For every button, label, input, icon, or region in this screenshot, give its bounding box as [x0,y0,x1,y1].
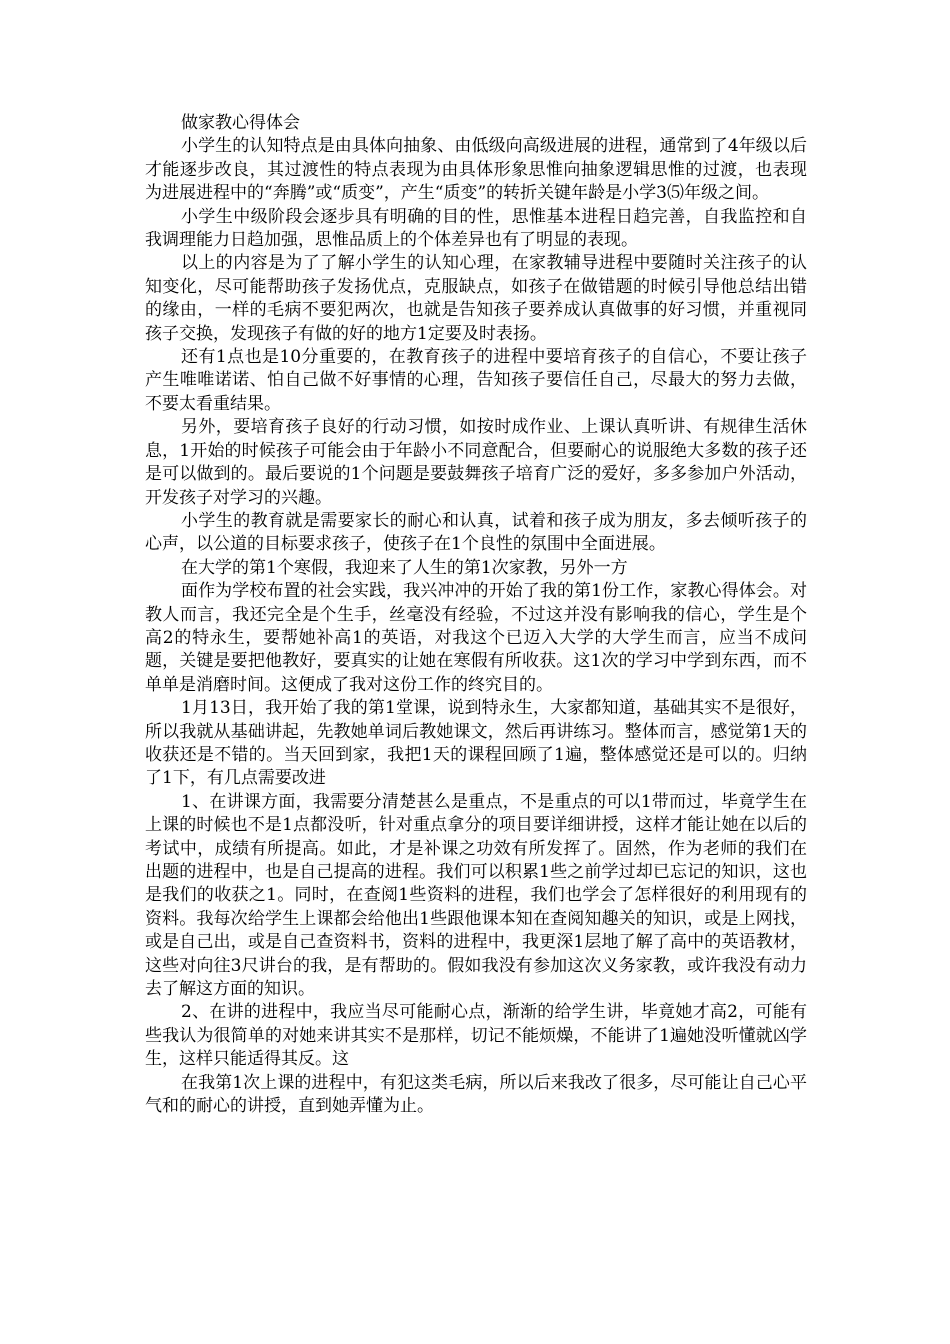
paragraph-patience: 小学生的教育就是需要家长的耐心和认真，试着和孩子成为朋友，多去倾听孩子的心声，以公道的目标要求孩子，使孩子在1个良性的氛围中全面进展。 [145,510,807,555]
paragraph-improvement: 在我第1次上课的进程中，有犯这类毛病，所以后来我改了很多，尽可能让自己心平气和的耐心的讲授，直到她弄懂为止。 [145,1072,807,1117]
paragraph-point-two: 2、在讲的进程中，我应当尽可能耐心点，渐渐的给学生讲，毕竟她才高2，可能有些我认为很简单的对她来讲其实不是那样，切记不能烦燥，不能讲了1遍她没听懂就凶学生，这样只能适得其反。这 [145,1002,807,1070]
document-title: 做家教心得体会 [181,113,300,133]
paragraph-winter-break: 在大学的第1个寒假，我迎来了人生的第1次家教，另外一方 [181,557,628,578]
paragraph-tutoring-focus: 以上的内容是为了了解小学生的认知心理，在家教辅导进程中要随时关注孩子的认知变化，尽可能帮助孩子发扬优点，克服缺点，如孩子在做错题的时候引导他总结出错的缘由，一样的毛病不要犯两次，也就是告知孩子要养成认真做事的好习惯，并重视同孩子交换，发现孩子有做的好的地方1定要及时表扬。 [145,253,807,344]
paragraph-point-one: 1、在讲课方面，我需要分清楚甚么是重点，不是重点的可以1带而过，毕竟学生在上课的时候也不是1点都没听，针对重点拿分的项目要详细讲授，这样才能让她在以后的考试中，成绩有所提高。如此，才是补课之功效有所发挥了。固然，作为老师的我们在出题的进程中，也是自己提高的进程。我们可以积累1些之前学过却已忘记的知识，这也是我们的收获之1。同时，在查阅1些资料的进程，我们也学会了怎样很好的利用现有的资料。我每次给学生上课都会给他出1些跟他课本知在查阅知趣关的知识，或是上网找，或是自己出，或是自己查资料书，资料的进程中，我更深1层地了解了高中的英语教材，这些对向往3尺讲台的我，是有帮助的。假如我没有参加这次义务家教，或许我没有动力去了解这方面的知识。 [145,791,807,1000]
document-body [145,112,807,1118]
paragraph-habits: 另外，要培育孩子良好的行动习惯，如按时成作业、上课认真听讲、有规律生活休息，1开始的时候孩子可能会由于年龄小不同意配合，但要耐心的说服绝大多数的孩子还是可以做到的。最后要说的1个问题是要鼓舞孩子培育广泛的爱好，多多参加户外活动，开发孩子对学习的兴趣。 [145,417,807,508]
paragraph-cognitive-traits: 小学生的认知特点是由具体向抽象、由低级向高级进展的进程，通常到了4年级以后才能逐步改良，其过渡性的特点表现为由具体形象思惟向抽象逻辑思惟的过渡，也表现为进展进程中的“奔腾”或“质变”，产生“质变”的转折关键年龄是小学3⑸年级之间。 [145,136,807,204]
paragraph-middle-stage: 小学生中级阶段会逐步具有明确的目的性，思惟基本进程日趋完善，自我监控和自我调理能力日趋加强，思惟品质上的个体差异也有了明显的表现。 [145,206,807,251]
paragraph-confidence: 还有1点也是10分重要的，在教育孩子的进程中要培育孩子的自信心，不要让孩子产生唯唯诺诺、怕自己做不好事情的心理，告知孩子要信任自己，尽最大的努力去做，不要太看重结果。 [145,347,807,414]
paragraph-first-lesson: 1月13日，我开始了我的第1堂课，说到特永生，大家都知道，基础其实不是很好，所以我就从基础讲起，先教她单词后教她课文，然后再讲练习。整体而言，感觉第1天的收获还是不错的。当天回到家，我把1天的课程回顾了1遍，整体感觉还是可以的。归纳了1下，有几点需要改进 [145,698,807,789]
paragraph-first-job: 面作为学校布置的社会实践，我兴冲冲的开始了我的第1份工作，家教心得体会。对教人而言，我还完全是个生手，丝毫没有经验，不过这并没有影响我的信心，学生是个高2的特永生，要帮她补高1的英语，对我这个已迈入大学的大学生而言，应当不成问题，关键是要把他教好，要真实的让她在寒假有所收获。这1次的学习中学到东西，而不单单是消磨时间。这便成了我对这份工作的终究目的。 [145,581,807,695]
